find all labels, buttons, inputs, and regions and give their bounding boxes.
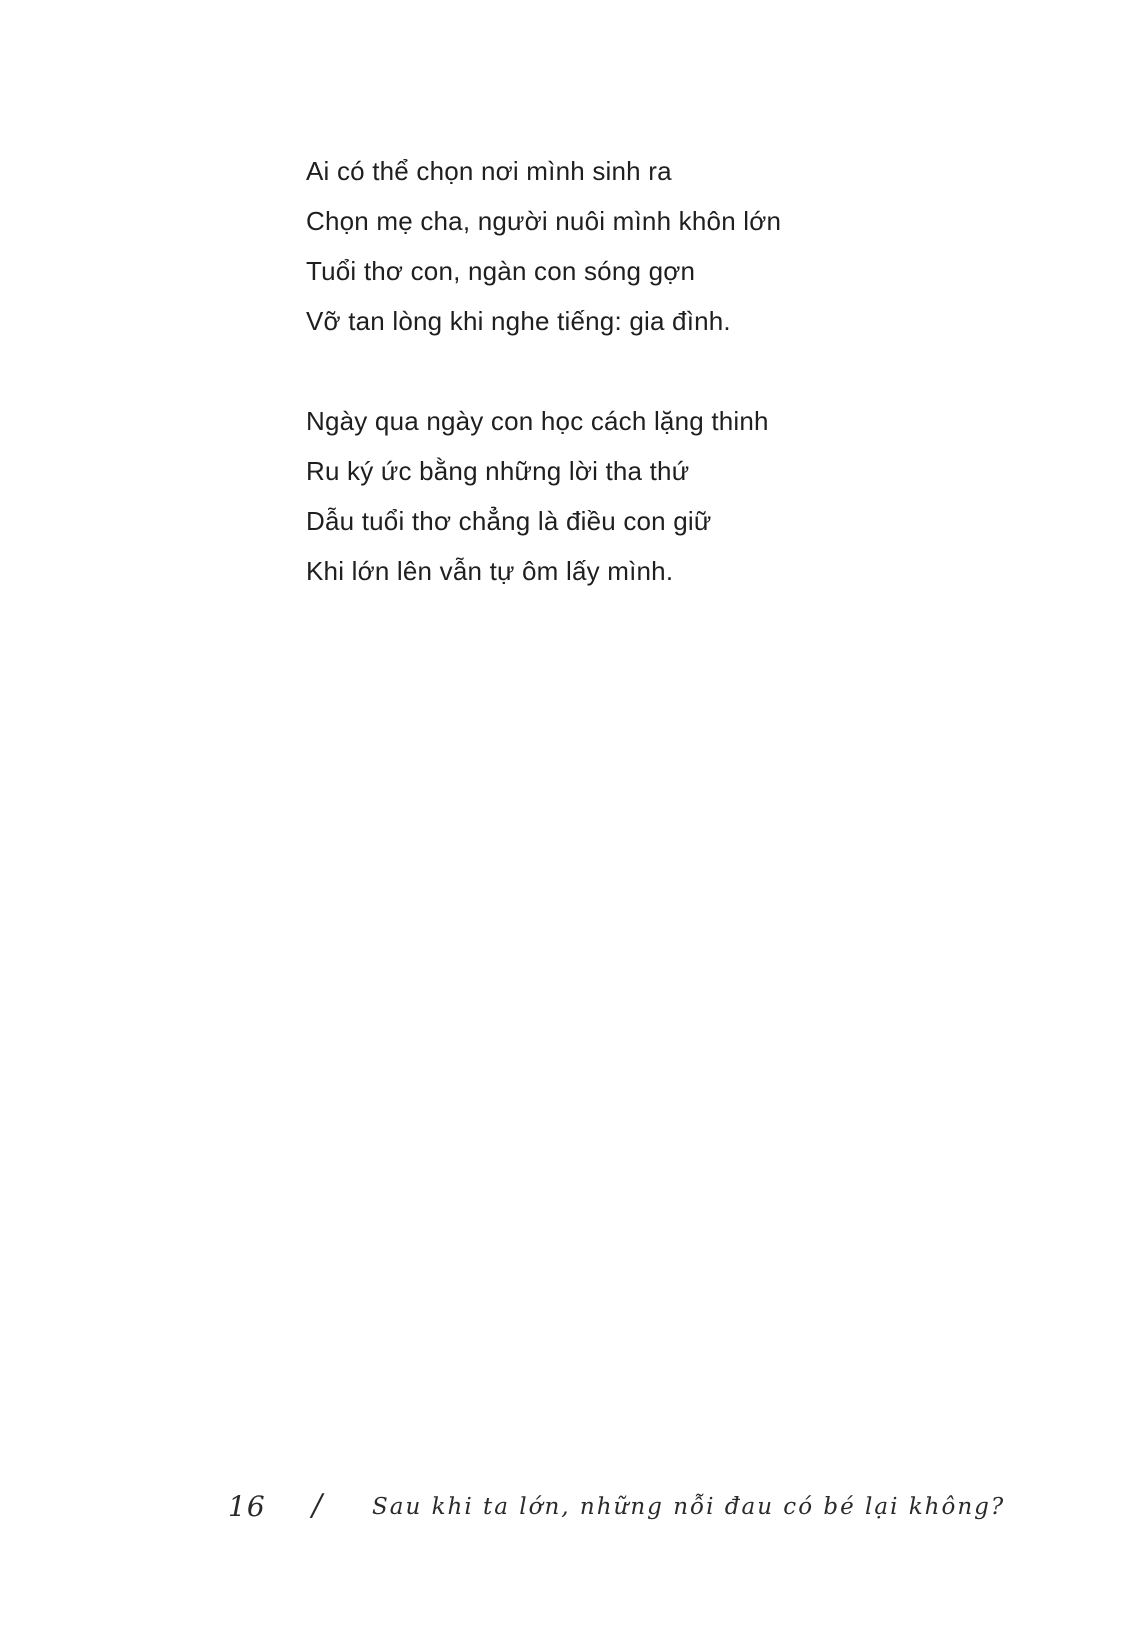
poem-line: Dẫu tuổi thơ chẳng là điều con giữ bbox=[306, 506, 712, 536]
book-title: Sau khi ta lớn, những nỗi đau có bé lại không? bbox=[372, 1494, 1006, 1520]
poem-line: Ai có thể chọn nơi mình sinh ra bbox=[306, 156, 672, 186]
poem-line: Tuổi thơ con, ngàn con sóng gợn bbox=[306, 256, 696, 286]
poem-line: Ru ký ức bằng những lời tha thứ bbox=[306, 456, 690, 486]
poem-stanza-2 bbox=[306, 396, 926, 596]
poem-line: Vỡ tan lòng khi nghe tiếng: gia đình. bbox=[306, 306, 731, 336]
footer-separator: / bbox=[312, 1488, 323, 1523]
poem-line: Chọn mẹ cha, người nuôi mình khôn lớn bbox=[306, 206, 782, 236]
poem-line: Ngày qua ngày con học cách lặng thinh bbox=[306, 406, 769, 436]
poem-stanza-1 bbox=[306, 146, 926, 346]
poem-line: Khi lớn lên vẫn tự ôm lấy mình. bbox=[306, 556, 674, 586]
page-number: 16 bbox=[228, 1490, 266, 1523]
page-footer bbox=[228, 1484, 1006, 1534]
poem bbox=[306, 146, 926, 596]
